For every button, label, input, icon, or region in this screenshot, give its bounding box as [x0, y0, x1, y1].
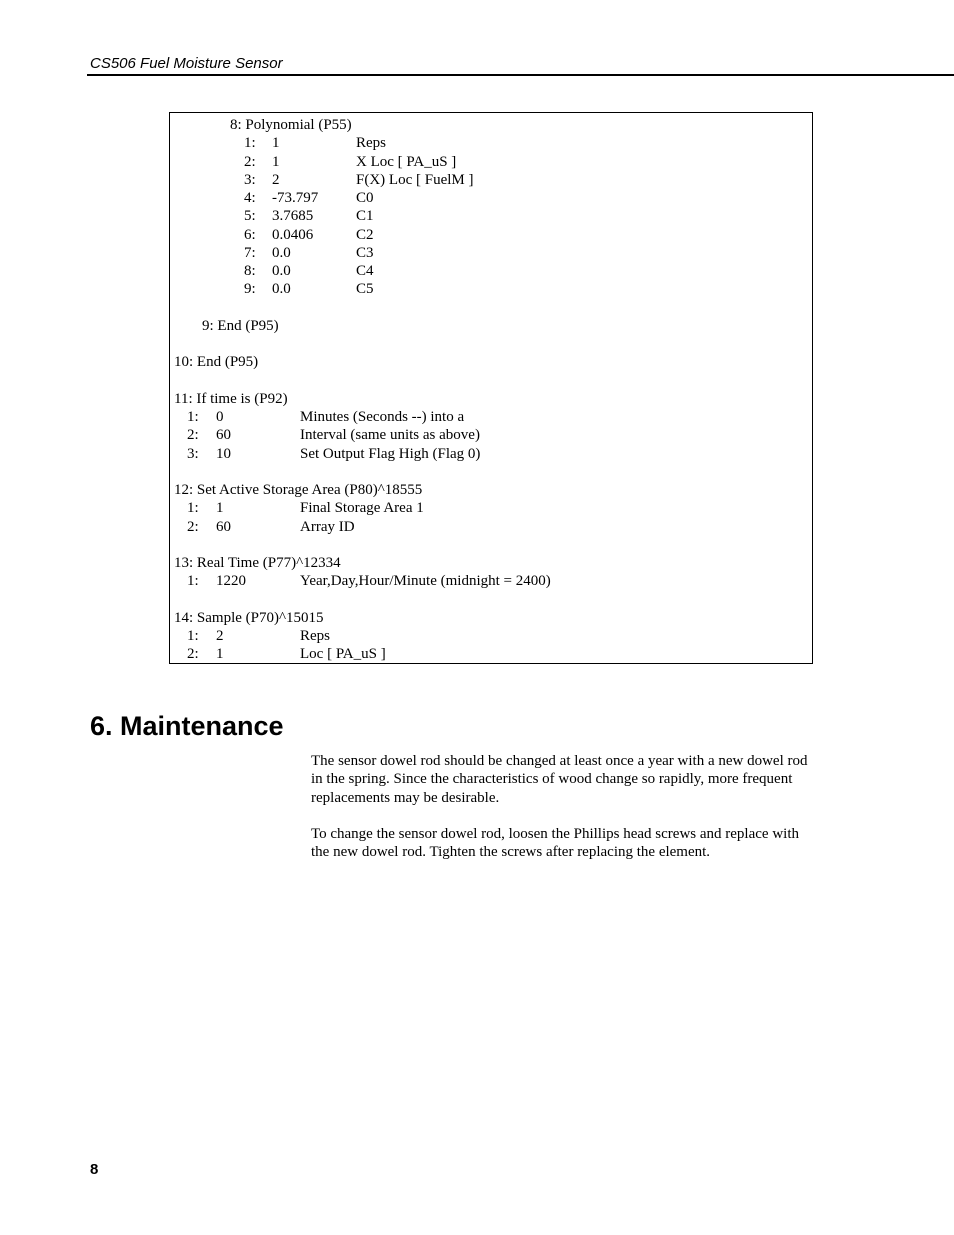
parameter-value: 3.7685	[272, 208, 314, 225]
parameter-value: 0.0	[272, 281, 291, 298]
parameter-description: Reps	[300, 628, 330, 644]
program-listing-box	[169, 112, 813, 664]
program-parameter	[170, 153, 810, 171]
parameter-description: Array ID	[300, 518, 355, 535]
parameter-description: Minutes (Seconds --) into a	[300, 409, 465, 425]
program-parameter	[170, 280, 810, 298]
program-parameter	[170, 226, 810, 244]
instruction-label: 12: Set Active Storage Area (P80)^18555	[174, 482, 423, 498]
parameter-value: 2	[216, 628, 224, 644]
parameter-number: 1:	[187, 500, 199, 517]
parameter-value: 0.0406	[272, 226, 314, 243]
instruction-label: 8: Polynomial (P55)	[230, 117, 352, 133]
program-parameter	[170, 244, 810, 262]
program-parameter	[170, 189, 810, 207]
program-parameter	[170, 426, 810, 444]
maintenance-paragraph: To change the sensor dowel rod, loosen the Phillips head screws and replace with the new dowel rod. Tighten the screws after replacing the element.	[311, 826, 799, 861]
program-instruction	[170, 317, 810, 335]
parameter-description: Interval (same units as above)	[300, 427, 480, 444]
parameter-description: C4	[356, 263, 374, 279]
parameter-number: 2:	[187, 427, 199, 444]
instruction-label: 11: If time is (P92)	[174, 390, 288, 407]
document-title: CS506 Fuel Moisture Sensor	[90, 55, 283, 72]
program-parameter	[170, 445, 810, 463]
parameter-value: 60	[216, 427, 231, 444]
program-parameter	[170, 499, 810, 517]
instruction-label: 10: End (P95)	[174, 354, 259, 371]
parameter-number: 3:	[244, 171, 256, 188]
program-instruction	[170, 353, 810, 371]
parameter-value: 0.0	[272, 244, 291, 261]
parameter-description: F(X) Loc [ FuelM ]	[356, 171, 474, 188]
parameter-number: 7:	[244, 244, 256, 261]
program-parameter	[170, 518, 810, 536]
parameter-description: C5	[356, 281, 374, 298]
parameter-number: 5:	[244, 208, 256, 225]
program-instruction	[170, 390, 810, 408]
parameter-value: 10	[216, 445, 231, 462]
section-heading: 6. Maintenance	[90, 711, 284, 741]
program-parameter	[170, 134, 810, 152]
program-parameter	[170, 171, 810, 189]
parameter-value: 1	[216, 646, 224, 663]
parameter-description: Reps	[356, 135, 386, 152]
parameter-value: 2	[272, 171, 280, 188]
parameter-value: 1	[216, 500, 224, 517]
program-parameter	[170, 627, 810, 645]
program-parameter	[170, 645, 810, 663]
parameter-description: C2	[356, 226, 374, 243]
parameter-description: C0	[356, 190, 374, 206]
parameter-number: 2:	[244, 153, 256, 170]
parameter-number: 8:	[244, 263, 256, 279]
parameter-number: 3:	[187, 445, 199, 462]
parameter-number: 1:	[187, 573, 199, 590]
header-rule	[87, 74, 954, 76]
instruction-label: 13: Real Time (P77)^12334	[174, 555, 341, 571]
parameter-description: X Loc [ PA_uS ]	[356, 153, 457, 170]
parameter-description: Final Storage Area 1	[300, 500, 424, 517]
program-instruction	[170, 481, 810, 499]
instruction-label: 14: Sample (P70)^15015	[174, 609, 324, 626]
parameter-value: 1	[272, 135, 280, 152]
program-parameter	[170, 572, 810, 590]
parameter-value: 0	[216, 409, 224, 425]
parameter-number: 1:	[187, 628, 199, 644]
parameter-number: 9:	[244, 281, 256, 298]
maintenance-paragraph: The sensor dowel rod should be changed at least once a year with a new dowel rod in the spring. Since the characteristics of wood change so rapidly, more frequent replacements may be desirable.	[311, 753, 808, 806]
parameter-description: Year,Day,Hour/Minute (midnight = 2400)	[300, 573, 551, 590]
parameter-number: 1:	[244, 135, 256, 152]
parameter-number: 4:	[244, 190, 256, 206]
parameter-value: -73.797	[272, 190, 319, 206]
program-parameter	[170, 262, 810, 280]
parameter-value: 60	[216, 518, 231, 535]
parameter-value: 0.0	[272, 263, 291, 279]
parameter-description: Set Output Flag High (Flag 0)	[300, 445, 481, 462]
parameter-description: Loc [ PA_uS ]	[300, 646, 386, 663]
program-parameter	[170, 207, 810, 225]
parameter-number: 2:	[187, 646, 199, 663]
program-instruction	[170, 116, 810, 134]
parameter-number: 1:	[187, 409, 199, 425]
parameter-description: C3	[356, 244, 374, 261]
program-instruction	[170, 554, 810, 572]
parameter-value: 1	[272, 153, 280, 170]
instruction-label: 9: End (P95)	[202, 317, 279, 334]
program-parameter	[170, 408, 810, 426]
parameter-description: C1	[356, 208, 374, 225]
parameter-value: 1220	[216, 573, 246, 590]
parameter-number: 2:	[187, 518, 199, 535]
page-number: 8	[90, 1161, 99, 1178]
program-instruction	[170, 609, 810, 627]
parameter-number: 6:	[244, 226, 256, 243]
